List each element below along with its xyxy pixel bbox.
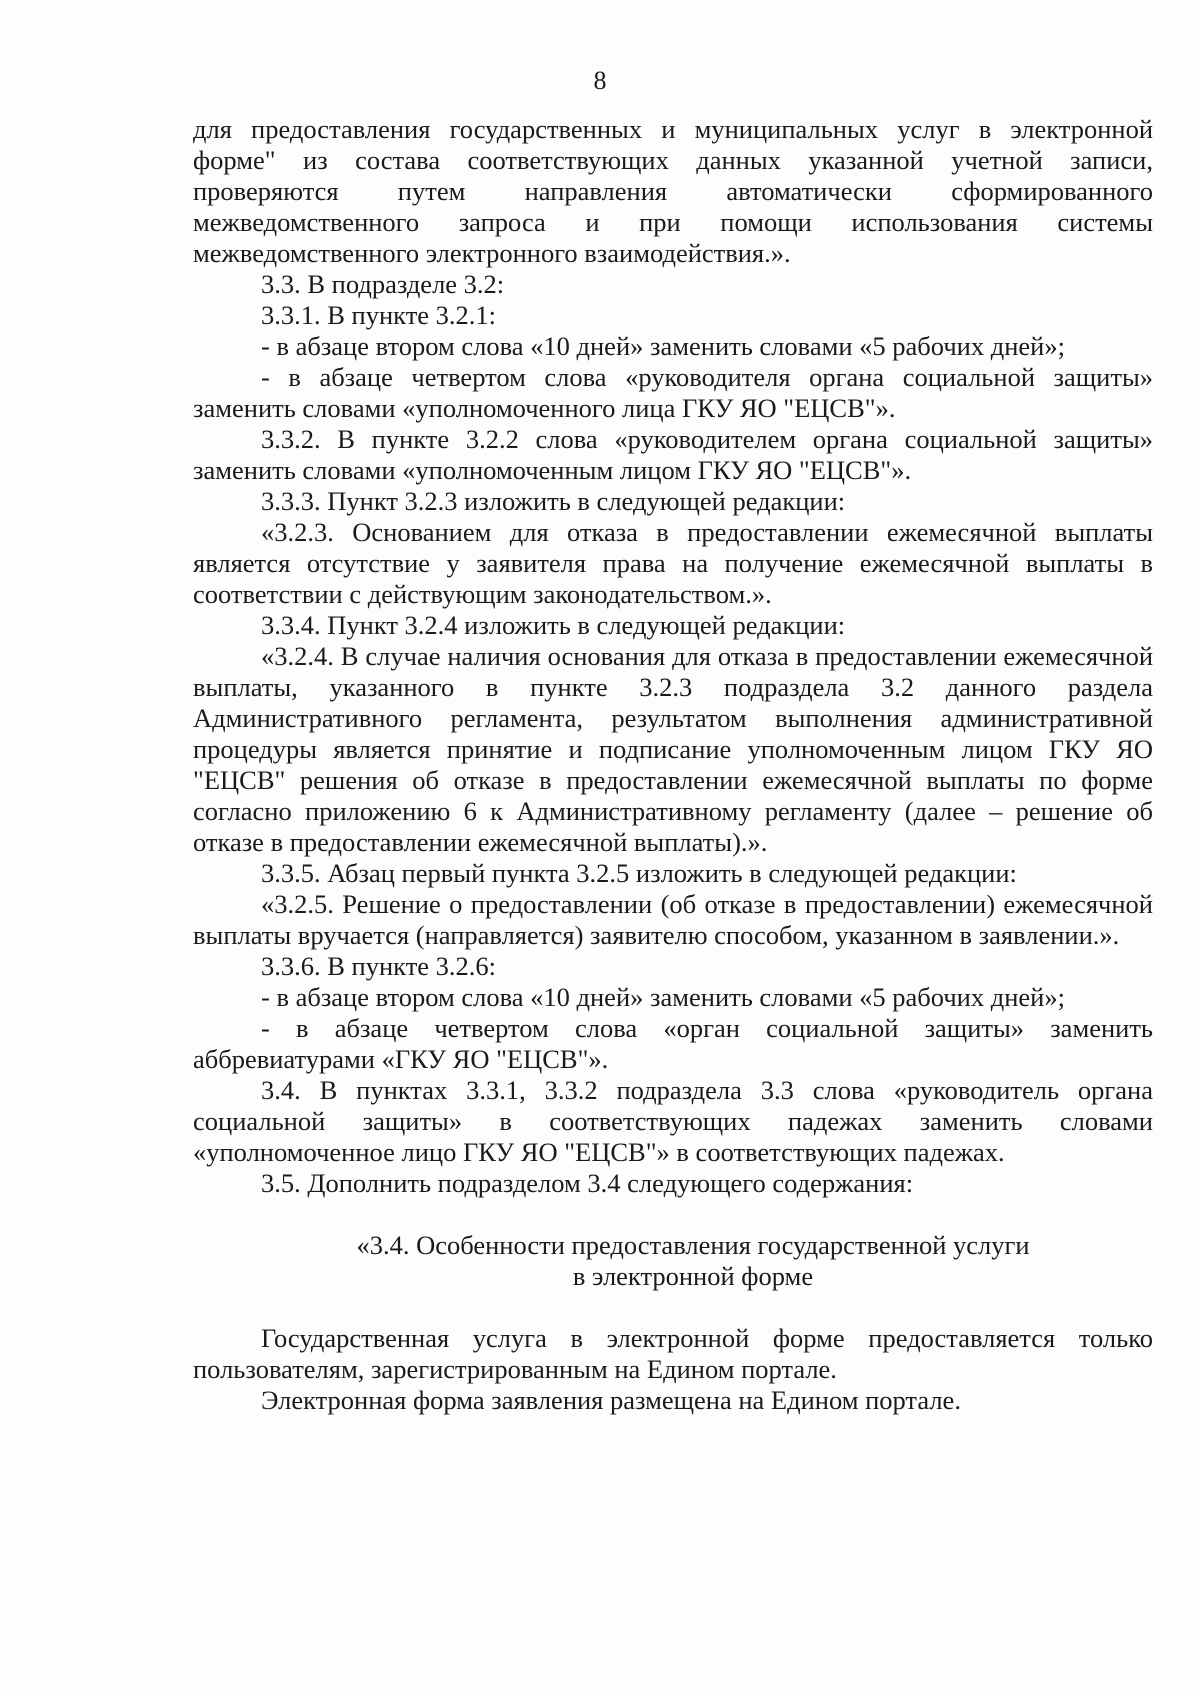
paragraph: 3.5. Дополнить подразделом 3.4 следующего содержания: (261, 1168, 914, 1198)
paragraph: 3.4. В пунктах 3.3.1, 3.3.2 подраздела 3.3 слова «руководитель органа социальной защиты» в соответствующих падежах заменить словами «уполномоченное лицо ГКУ ЯО "ЕЦСВ"» в соответствующих падежах. (193, 1075, 1153, 1167)
paragraph: - в абзаце четвертом слова «орган социальной защиты» заменить аббревиатурами «ГКУ ЯО "ЕЦСВ"». (193, 1013, 1153, 1074)
page-number: 8 (593, 66, 607, 95)
section-heading-line: «3.4. Особенности предоставления государственной услуги (356, 1230, 1030, 1260)
paragraph: «3.2.4. В случае наличия основания для отказа в предоставлении ежемесячной выплаты, указанного в пункте 3.2.3 подраздела 3.2 данного раздела Административного регламента, результатом выполнения административной процедуры является принятие и подписание уполномоченным лицом ГКУ ЯО "ЕЦСВ" решения об отказе в предоставлении ежемесячной выплаты по форме согласно приложению 6 к Административному регламенту (далее – решение об отказе в предоставлении ежемесячной выплаты).». (193, 641, 1153, 857)
document-body (193, 114, 1153, 1416)
paragraph: 3.3.4. Пункт 3.2.4 изложить в следующей редакции: (261, 610, 846, 640)
paragraph: «3.2.5. Решение о предоставлении (об отказе в предоставлении) ежемесячной выплаты вручается (направляется) заявителю способом, указанном в заявлении.». (193, 889, 1153, 950)
paragraph: Государственная услуга в электронной форме предоставляется только пользователям, зарегистрированным на Едином портале. (193, 1323, 1153, 1384)
paragraph: для предоставления государственных и муниципальных услуг в электронной форме" из состава соответствующих данных указанной учетной записи, проверяются путем направления автоматически сформированного межведомственного запроса и при помощи использования системы межведомственного электронного взаимодействия.». (193, 114, 1153, 268)
paragraph: 3.3.1. В пункте 3.2.1: (261, 300, 497, 330)
paragraph: - в абзаце втором слова «10 дней» заменить словами «5 рабочих дней»; (261, 982, 1065, 1012)
paragraph: 3.3.2. В пункте 3.2.2 слова «руководителем органа социальной защиты» заменить словами «уполномоченным лицом ГКУ ЯО "ЕЦСВ"». (193, 424, 1153, 485)
section-heading (193, 1230, 1153, 1292)
paragraph: Электронная форма заявления размещена на Едином портале. (261, 1385, 961, 1415)
paragraph: 3.3.3. Пункт 3.2.3 изложить в следующей редакции: (261, 486, 846, 516)
paragraph: 3.3.6. В пункте 3.2.6: (261, 951, 497, 981)
paragraph: «3.2.3. Основанием для отказа в предоставлении ежемесячной выплаты является отсутствие у заявителя права на получение ежемесячной выплаты в соответствии с действующим законодательством.». (193, 517, 1153, 609)
paragraph: - в абзаце четвертом слова «руководителя органа социальной защиты» заменить словами «уполномоченного лица ГКУ ЯО "ЕЦСВ"». (193, 362, 1153, 423)
paragraph: - в абзаце втором слова «10 дней» заменить словами «5 рабочих дней»; (261, 331, 1065, 361)
paragraph: 3.3.5. Абзац первый пункта 3.2.5 изложить в следующей редакции: (261, 858, 1017, 888)
paragraph: 3.3. В подразделе 3.2: (261, 269, 505, 299)
section-heading-line: в электронной форме (572, 1261, 814, 1291)
